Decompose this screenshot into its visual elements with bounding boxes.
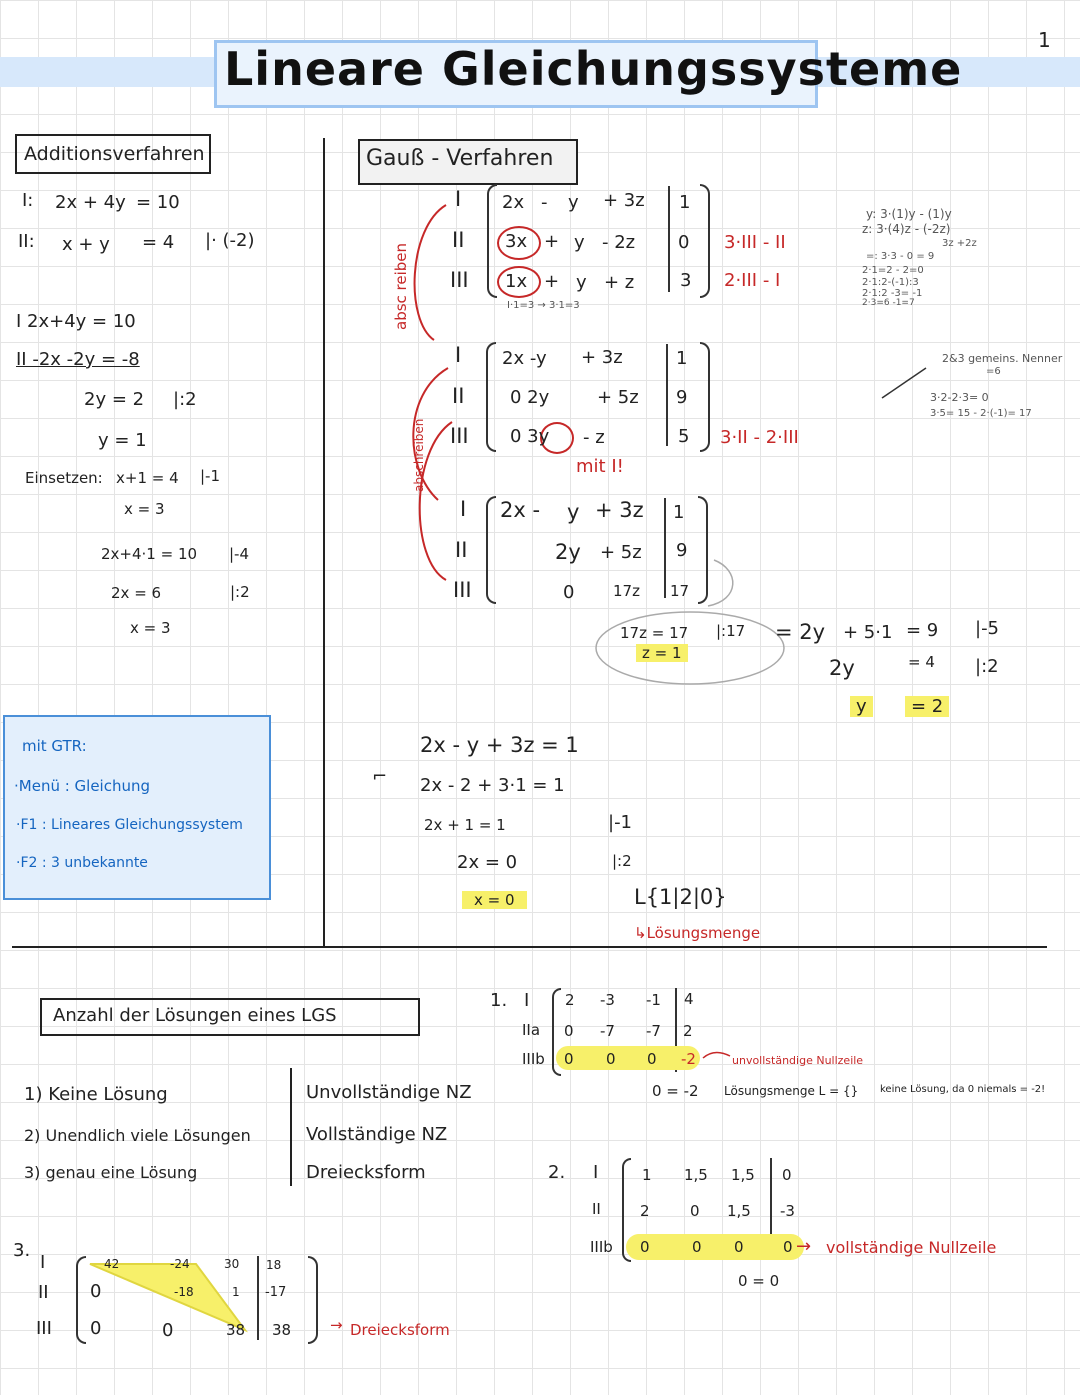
m1-r3c2: + xyxy=(544,271,560,292)
m3-label-2: II xyxy=(455,538,468,562)
arrow-3 xyxy=(420,422,452,580)
m1-r2c1: 3x xyxy=(505,231,528,252)
ex3-note-arrow: → xyxy=(330,1316,343,1334)
z-calc-2: z = 1 xyxy=(636,644,688,662)
m1-r1c4: + 3z xyxy=(603,190,645,211)
anzahl-type-2: Vollständige NZ xyxy=(306,1124,448,1145)
back-sub-1: 2x - y + 3z = 1 xyxy=(420,733,579,757)
ex1-r1c2: -3 xyxy=(600,991,615,1009)
solution-set: L{1|2|0} xyxy=(634,885,727,909)
m3-r3c3: 17z xyxy=(613,582,640,600)
m3-r1c2: y xyxy=(567,500,580,524)
zcalc-ellipse xyxy=(596,612,784,684)
m1-r2c5: 0 xyxy=(678,232,690,253)
side-calc-4: =: 3·3 - 0 = 9 xyxy=(866,251,935,262)
m3-r2c4: 9 xyxy=(676,540,688,561)
arrow-4 xyxy=(882,368,926,398)
m1-r3c1: 1x xyxy=(505,271,528,292)
add-eq1: 2x + 4y xyxy=(55,192,126,213)
z-calc-1: 17z = 17 xyxy=(620,624,689,642)
y-calc-2-op: |:2 xyxy=(975,656,999,677)
m1-r1c1: 2x xyxy=(502,192,525,213)
m1-op-1: 3·III - II xyxy=(724,232,786,253)
z-calc-1-op: |:17 xyxy=(716,622,746,640)
m1-op-2: 2·III - I xyxy=(724,270,781,291)
ex2-r3c4: 0 xyxy=(783,1238,793,1256)
ex2-r2c1: 2 xyxy=(640,1202,650,1220)
back-sub-3-op: |-1 xyxy=(608,812,633,833)
ex3-num: 3. xyxy=(13,1240,31,1261)
y-calc-3b: = 2 xyxy=(905,696,949,717)
einsetzen-1-op: |-1 xyxy=(200,467,221,485)
side-calc-8: 2·3=6 -1=7 xyxy=(862,298,915,308)
ex2-label-1: I xyxy=(593,1162,599,1183)
m1-label-2: II xyxy=(452,228,465,252)
m1-label-1: I xyxy=(455,187,462,211)
m1-note: I·1=3 → 3·1=3 xyxy=(507,300,580,311)
ex1-r2c3: -7 xyxy=(646,1022,661,1040)
add-eq1-label: I: xyxy=(22,190,34,211)
m2-r1c2: + 3z xyxy=(581,347,623,368)
gtr-line-2: ·F1 : Lineares Gleichungssystem xyxy=(16,817,243,833)
ex2-label-3: IIIb xyxy=(590,1238,613,1256)
ex2-r1c1: 1 xyxy=(642,1166,652,1184)
m3-r3c2: 0 xyxy=(563,582,575,603)
gauss-side-label-1: absc reiben xyxy=(392,242,410,330)
m2-label-2: II xyxy=(452,384,465,408)
anzahl-type-3: Dreiecksform xyxy=(306,1162,426,1183)
m1-r3c3: y xyxy=(576,272,587,293)
ex1-r3c4: -2 xyxy=(681,1050,696,1068)
ex2-r3c1: 0 xyxy=(640,1238,650,1256)
m3-r1c1: 2x - xyxy=(500,498,541,522)
m2-r2c3: 9 xyxy=(676,387,688,408)
gtr-line-1: ·Menü : Gleichung xyxy=(14,777,151,795)
y-calc-1c: = 9 xyxy=(906,620,939,641)
ex2-result: 0 = 0 xyxy=(738,1272,780,1290)
add-eq2: x + y xyxy=(62,234,110,255)
ex3-label-3: III xyxy=(36,1318,52,1339)
m2-r2c1: 0 2y xyxy=(510,387,550,408)
ex1-highlight xyxy=(556,1046,700,1070)
ex3-r3c4: 38 xyxy=(272,1321,292,1339)
m2-r3c3: 5 xyxy=(678,426,690,447)
m1-r3c5: 3 xyxy=(680,270,692,291)
ex2-r3c3: 0 xyxy=(734,1238,744,1256)
ex2-r1c4: 0 xyxy=(782,1166,792,1184)
page-title: Lineare Gleichungssysteme xyxy=(224,42,963,96)
ex2-highlight xyxy=(626,1234,804,1260)
m1-bar xyxy=(668,186,670,292)
gtr-title: mit GTR: xyxy=(22,737,87,755)
ex2-note-arrow: → xyxy=(796,1236,812,1257)
ex1-num: 1. xyxy=(490,990,508,1011)
ex1-r2c1: 0 xyxy=(564,1022,574,1040)
ex1-result-2: Lösungsmenge L = {} xyxy=(724,1084,859,1098)
einsetzen-label: Einsetzen: xyxy=(25,469,103,487)
ex2-note: vollständige Nullzeile xyxy=(826,1238,997,1257)
m3-r1c3: + 3z xyxy=(595,498,644,522)
ex1-label-3: IIIb xyxy=(522,1050,545,1068)
m1-bracket-right xyxy=(700,184,710,298)
add-step3: 2y = 2 xyxy=(84,389,145,410)
m3-r1c4: 1 xyxy=(673,502,685,523)
m3-label-3: III xyxy=(453,578,472,602)
side-calc-3: 3z +2z xyxy=(942,238,977,249)
calc-1-op: |-4 xyxy=(229,545,250,563)
m2-r2c2: + 5z xyxy=(597,387,639,408)
ex1-r1c4: 4 xyxy=(684,990,694,1008)
m1-r1c5: 1 xyxy=(679,192,691,213)
add-step3-op: |:2 xyxy=(173,389,197,410)
m3-bar xyxy=(664,498,666,598)
back-sub-5: x = 0 xyxy=(462,891,527,909)
ex2-r2c2: 0 xyxy=(690,1202,700,1220)
ex1-r1c1: 2 xyxy=(565,991,575,1009)
ex1-r1c3: -1 xyxy=(646,991,661,1009)
ex3-r1c1: 42 xyxy=(104,1257,120,1271)
add-eq2-op: |· (-2) xyxy=(205,230,255,251)
add-step2: II -2x -2y = -8 xyxy=(16,349,140,370)
ex1-r2c2: -7 xyxy=(600,1022,615,1040)
add-eq1-rhs: = 10 xyxy=(136,192,180,213)
ex1-label-2: IIa xyxy=(522,1021,541,1039)
ex2-r2c3: 1,5 xyxy=(727,1202,751,1220)
ex2-num: 2. xyxy=(548,1162,566,1183)
y-calc-2: 2y xyxy=(829,656,855,680)
m1-r1c3: y xyxy=(568,192,579,213)
ex2-label-2: II xyxy=(592,1200,601,1218)
ex1-result-3: keine Lösung, da 0 niemals = -2! xyxy=(880,1084,1046,1095)
ex3-r3c3: 38 xyxy=(226,1321,246,1339)
m2-r1c3: 1 xyxy=(676,348,688,369)
side-calc2-4: 3·5= 15 - 2·(-1)= 17 xyxy=(930,408,1032,419)
ex2-r1c3: 1,5 xyxy=(731,1166,755,1184)
arrow-1 xyxy=(415,205,446,340)
calc-1: 2x+4·1 = 10 xyxy=(101,545,198,563)
m2-label-3: III xyxy=(450,424,469,448)
ex3-r3c2: 0 xyxy=(162,1320,174,1341)
y-calc-1b: + 5·1 xyxy=(843,622,893,643)
gauss-heading: Gauß - Verfahren xyxy=(366,146,554,171)
ex2-r1c2: 1,5 xyxy=(684,1166,708,1184)
ex1-r3c1: 0 xyxy=(564,1050,574,1068)
ex1-r2c4: 2 xyxy=(683,1022,693,1040)
ex1-label-1: I xyxy=(524,990,530,1011)
ex1-r3c2: 0 xyxy=(606,1050,616,1068)
ex2-r2c4: -3 xyxy=(780,1202,795,1220)
m3-r2c3: + 5z xyxy=(600,542,642,563)
ex3-bar xyxy=(257,1256,259,1340)
m1-r1c2: - xyxy=(541,192,548,213)
arrow-glyph: ⌐ xyxy=(372,766,388,787)
m1-r2c4: - 2z xyxy=(602,232,636,253)
side-calc2-1: 2&3 gemeins. Nenner xyxy=(942,352,1063,365)
anzahl-item-1: 1) Keine Lösung xyxy=(24,1084,168,1105)
anzahl-divider xyxy=(290,1068,292,1186)
m2-bar xyxy=(666,344,668,446)
back-sub-4: 2x = 0 xyxy=(457,852,518,873)
add-step1: I 2x+4y = 10 xyxy=(16,311,136,332)
einsetzen-2: x = 3 xyxy=(124,500,165,518)
ex3-r1c2: -24 xyxy=(170,1257,190,1271)
add-step4: y = 1 xyxy=(98,430,147,451)
einsetzen-1: x+1 = 4 xyxy=(116,469,179,487)
m2-bracket-left xyxy=(486,342,496,452)
ex1-arrow xyxy=(703,1053,730,1059)
calc-3: x = 3 xyxy=(130,619,171,637)
y-calc-3: y xyxy=(850,696,873,717)
ex2-r3c2: 0 xyxy=(692,1238,702,1256)
ex1-result: 0 = -2 xyxy=(652,1082,699,1100)
add-eq2-rhs: = 4 xyxy=(142,232,175,253)
solution-label: ↳Lösungsmenge xyxy=(634,924,761,942)
ex3-r3c1: 0 xyxy=(90,1318,102,1339)
m3-bracket-right xyxy=(698,496,708,604)
y-calc-1-op: |-5 xyxy=(975,618,1000,639)
m1-r3c4: + z xyxy=(604,272,635,293)
m3-r3c4: 17 xyxy=(670,582,690,600)
calc-2-op: |:2 xyxy=(230,583,250,601)
ex3-r2c2: -18 xyxy=(174,1285,194,1299)
ex1-note: unvollständige Nullzeile xyxy=(732,1054,864,1067)
ex3-r1c3: 30 xyxy=(224,1257,240,1271)
back-sub-4-op: |:2 xyxy=(612,852,632,870)
m3-label-1: I xyxy=(460,497,467,521)
m2-r3c1: 0 3y xyxy=(510,426,550,447)
ex3-bracket-right xyxy=(308,1256,318,1344)
m2-label-1: I xyxy=(455,343,462,367)
side-calc-6: 2·1:2-(-1):3 xyxy=(862,277,919,288)
m2-bracket-right xyxy=(700,342,710,452)
back-sub-3: 2x + 1 = 1 xyxy=(424,816,506,834)
m1-r2c3: y xyxy=(574,232,585,253)
ex3-bracket-left xyxy=(76,1256,86,1344)
anzahl-item-3: 3) genau eine Lösung xyxy=(24,1163,198,1182)
m1-label-3: III xyxy=(450,268,469,292)
gtr-line-3: ·F2 : 3 unbekannte xyxy=(16,855,148,871)
ex3-label-2: II xyxy=(38,1282,49,1303)
gauss-side-label-2: abschreiben xyxy=(412,418,426,492)
ex3-r1c4: 18 xyxy=(266,1258,282,1272)
m2-note: mit I! xyxy=(576,456,624,477)
calc-2: 2x = 6 xyxy=(111,584,162,602)
anzahl-type-1: Unvollständige NZ xyxy=(306,1082,472,1103)
add-eq2-label: II: xyxy=(18,231,35,252)
anzahl-heading: Anzahl der Lösungen eines LGS xyxy=(53,1005,337,1026)
side-calc-7: 2·1:2 -3= -1 xyxy=(862,288,923,299)
y-calc-2b: = 4 xyxy=(908,653,935,671)
side-calc-2: z: 3·(4)z - (-2z) xyxy=(862,222,951,236)
ex3-r2c4: -17 xyxy=(265,1285,287,1300)
y-calc-1: = 2y xyxy=(775,620,826,644)
m3-bracket-left xyxy=(486,496,496,604)
side-calc-5: 2·1=2 - 2=0 xyxy=(862,265,924,276)
page-number: 1 xyxy=(1038,28,1051,52)
arrow-2 xyxy=(413,368,448,500)
ex3-r2c1: 0 xyxy=(90,1281,102,1302)
ex3-note: Dreiecksform xyxy=(350,1321,450,1339)
m2-r1c1: 2x -y xyxy=(502,348,547,369)
side-calc2-2: =6 xyxy=(986,366,1001,377)
m3-r2c2: 2y xyxy=(555,540,581,564)
back-sub-2: 2x - 2 + 3·1 = 1 xyxy=(420,775,565,796)
side-calc2-3: 3·2-2·3= 0 xyxy=(930,391,989,404)
ex3-r2c3: 1 xyxy=(232,1285,240,1299)
m1-r2c2: + xyxy=(544,231,560,252)
m1-bracket-left xyxy=(487,184,497,298)
side-calc-1: y: 3·(1)y - (1)y xyxy=(866,207,952,221)
ex1-r3c3: 0 xyxy=(647,1050,657,1068)
arrow-5 xyxy=(708,560,733,606)
addition-heading: Additionsverfahren xyxy=(24,143,205,165)
m2-op: 3·II - 2·III xyxy=(720,427,799,448)
anzahl-item-2: 2) Unendlich viele Lösungen xyxy=(24,1126,251,1145)
ex3-label-1: I xyxy=(40,1252,46,1273)
m2-r3c2: - z xyxy=(583,427,605,448)
